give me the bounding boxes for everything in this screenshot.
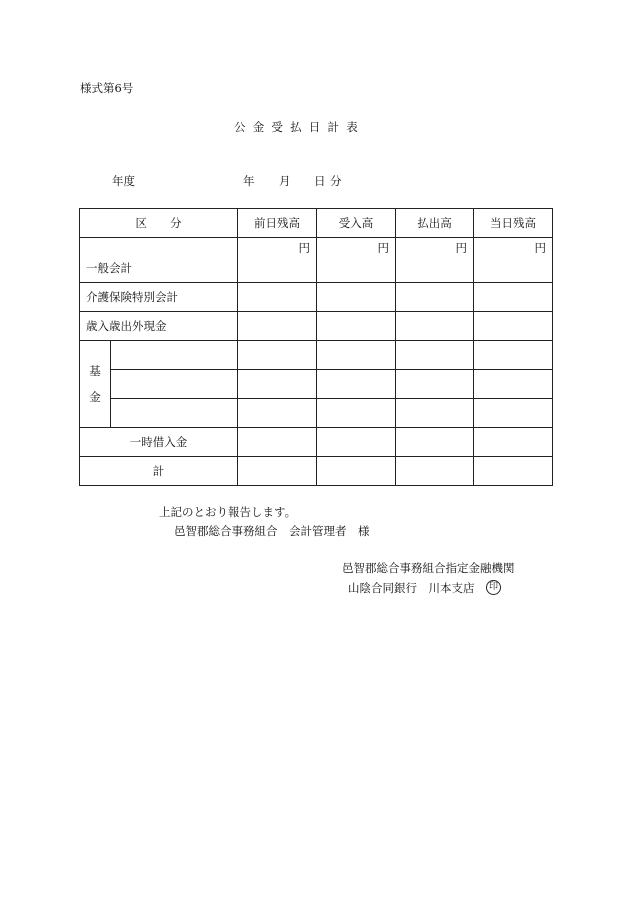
fiscal-year-label: 年度 xyxy=(112,174,135,188)
date-day-label: 日 xyxy=(314,174,326,188)
date-year-label: 年 xyxy=(243,174,255,188)
fund-label-char-2: 金 xyxy=(89,390,101,404)
table-row xyxy=(80,312,553,341)
fund-label xyxy=(80,341,111,428)
table-row xyxy=(80,370,553,399)
table-row xyxy=(80,238,553,283)
table-cell xyxy=(396,312,474,341)
bank-designation: 邑智郡総合事務組合指定金融機関 xyxy=(342,561,515,575)
table-cell xyxy=(317,283,396,312)
row-label-general-account: 一般会計 xyxy=(80,238,238,283)
header-received: 受入高 xyxy=(317,209,396,238)
table-cell xyxy=(238,370,317,399)
table-cell xyxy=(474,370,553,399)
header-paid: 払出高 xyxy=(396,209,474,238)
table-cell xyxy=(238,457,317,486)
seal-mark: 印 xyxy=(486,580,501,595)
table-cell xyxy=(474,283,553,312)
header-today-balance: 当日残高 xyxy=(474,209,553,238)
table-cell xyxy=(396,428,474,457)
row-label-temporary-loan: 一時借入金 xyxy=(80,428,238,457)
table-cell xyxy=(474,428,553,457)
table-row xyxy=(80,399,553,428)
table-cell xyxy=(396,283,474,312)
yen-unit: 円 xyxy=(396,238,474,283)
table-cell xyxy=(396,399,474,428)
row-label-care-insurance: 介護保険特別会計 xyxy=(80,283,238,312)
table-header-row xyxy=(80,209,553,238)
yen-unit: 円 xyxy=(317,238,396,283)
table-row xyxy=(80,283,553,312)
table-cell xyxy=(238,399,317,428)
fund-subitem-cell xyxy=(111,341,238,370)
date-month-label: 月 xyxy=(279,174,291,188)
table-cell xyxy=(238,283,317,312)
table-cell xyxy=(474,399,553,428)
table-cell xyxy=(396,457,474,486)
table-cell xyxy=(317,312,396,341)
date-minute-label: 分 xyxy=(330,174,342,188)
table-cell xyxy=(396,370,474,399)
form-number: 様式第6号 xyxy=(80,81,134,95)
table-cell xyxy=(317,399,396,428)
daily-ledger-table xyxy=(79,208,553,486)
row-label-extra-cash: 歳入歳出外現金 xyxy=(80,312,238,341)
addressee: 邑智郡総合事務組合 会計管理者 様 xyxy=(174,524,370,538)
header-category: 区 分 xyxy=(80,209,238,238)
table-cell xyxy=(317,428,396,457)
table-row xyxy=(80,457,553,486)
table-cell xyxy=(238,341,317,370)
fund-label-char-1: 基 xyxy=(89,364,101,378)
table-cell xyxy=(474,457,553,486)
table-row xyxy=(80,341,553,370)
table-cell xyxy=(317,341,396,370)
table-cell xyxy=(474,341,553,370)
yen-unit: 円 xyxy=(474,238,553,283)
yen-unit: 円 xyxy=(238,238,317,283)
bank-branch: 山陰合同銀行 川本支店 xyxy=(348,581,475,595)
table-cell xyxy=(238,312,317,341)
table-cell xyxy=(238,428,317,457)
table-cell xyxy=(474,312,553,341)
header-prev-balance: 前日残高 xyxy=(238,209,317,238)
fund-subitem-cell xyxy=(111,370,238,399)
fund-subitem-cell xyxy=(111,399,238,428)
row-label-total: 計 xyxy=(80,457,238,486)
document-title: 公金受払日計表 xyxy=(234,120,365,134)
table-cell xyxy=(317,370,396,399)
table-cell xyxy=(396,341,474,370)
report-statement: 上記のとおり報告します。 xyxy=(159,505,297,519)
table-cell xyxy=(317,457,396,486)
table-row xyxy=(80,428,553,457)
